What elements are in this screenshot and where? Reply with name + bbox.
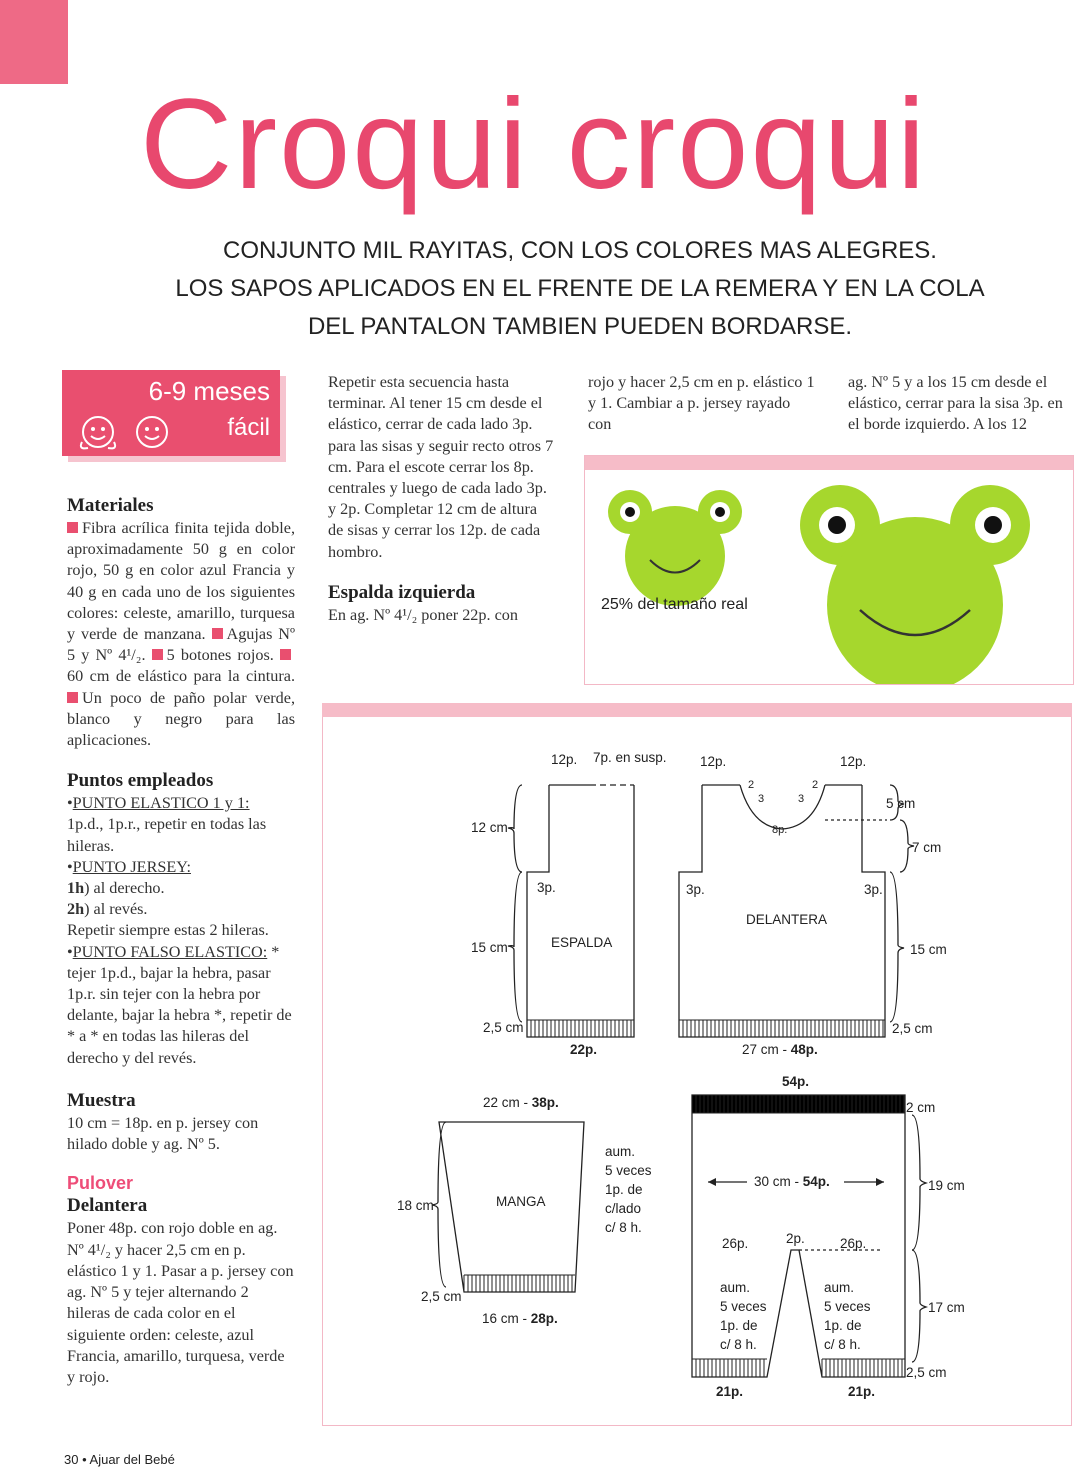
manga-h1: 18 cm: [397, 1198, 434, 1213]
espalda-bottom: 22p.: [570, 1042, 598, 1057]
subtitle-line-1: CONJUNTO MIL RAYITAS, CON LOS COLORES MAS ALEGRES.: [223, 237, 937, 264]
manga-bottom: 16 cm - 28p.: [482, 1311, 558, 1326]
pantalon-width: 30 cm - 54p.: [754, 1174, 830, 1189]
manga-name: MANGA: [496, 1194, 546, 1209]
pantalon-right-p: 26p.: [840, 1236, 867, 1251]
corner-block: [0, 0, 68, 84]
page-footer: 30 • Ajuar del Bebé: [64, 1452, 175, 1467]
pantalon-left-p: 26p.: [722, 1236, 749, 1251]
pantalon-bottom-left: 21p.: [716, 1384, 744, 1399]
pantalon-h3: 17 cm: [928, 1300, 965, 1315]
pantalon-bottom-right: 21p.: [848, 1384, 876, 1399]
muestra-text: 10 cm = 18p. en p. jersey con hilado doble y ag. Nº 5.: [67, 1113, 259, 1154]
frog-box: [584, 455, 1074, 685]
delantera-h3: 15 cm: [910, 942, 947, 957]
muestra-heading: Muestra: [67, 1089, 136, 1111]
pantalon-h2: 19 cm: [928, 1178, 965, 1193]
level-label: fácil: [227, 414, 270, 441]
delantera-h2: 7 cm: [912, 840, 942, 855]
neck-step-2a: 2: [748, 779, 755, 791]
delantera-top-right: 12p.: [840, 754, 867, 769]
delantera-dec-left: 3p.: [686, 882, 705, 897]
delantera-dec-right: 3p.: [864, 882, 883, 897]
column-1: [67, 480, 295, 1388]
delantera-h4: 2,5 cm: [892, 1021, 933, 1036]
delantera-top-left: 12p.: [700, 754, 727, 769]
subtitle-line-3: DEL PANTALON TAMBIEN PUEDEN BORDARSE.: [307, 313, 853, 340]
frog-applique-icon: [585, 470, 1073, 684]
pulover-heading: Pulover: [67, 1173, 134, 1194]
pantalon-increase-right: aum. 5 veces 1p. de c/ 8 h.: [824, 1280, 871, 1352]
espalda-outline: [527, 785, 634, 1037]
espalda-name: ESPALDA: [551, 935, 613, 950]
bullet-square-icon: [67, 522, 78, 533]
subtitle: [80, 232, 1079, 346]
pantalon-mid-p: 2p.: [786, 1231, 805, 1246]
manga-h2: 2,5 cm: [421, 1289, 462, 1304]
espalda-h2: 15 cm: [471, 940, 508, 955]
neck-step-3b: 3: [798, 793, 805, 805]
neck-step-3a: 3: [758, 793, 765, 805]
bullet-square-icon: [212, 628, 223, 639]
espalda-top-right: 7p. en susp.: [593, 750, 667, 765]
frog-box-band: [585, 456, 1073, 470]
bullet-square-icon: [67, 692, 78, 703]
col4-text: ag. Nº 5 y a los 15 cm desde el elástico, cerrar para la sisa 3p. en el borde izquierdo. A los 12: [848, 373, 1063, 434]
col3-text: rojo y hacer 2,5 cm en p. elástico 1 y 1. Cambiar a p. jersey rayado con: [588, 373, 815, 434]
pantalon-increase-left: aum. 5 veces 1p. de c/ 8 h.: [720, 1280, 767, 1352]
column-3: [588, 372, 816, 436]
espalda-izquierda-heading: Espalda izquierda: [328, 581, 476, 603]
scale-caption: 25% del tamaño real: [601, 596, 748, 613]
page-title: Croqui croqui: [140, 73, 928, 216]
delantera-text: Poner 48p. con rojo doble en ag. Nº 4¹/₂ y hacer 2,5 cm en p. elástico 1 y 1. Pasar a p. jersey con ag. Nº 5 y tejer alternando 2 hileras de cada color en el siguiente orden: celeste, azul Francia, amarillo, turquesa, verde y rojo.: [67, 1219, 294, 1386]
pantalon-outline: [692, 1095, 905, 1377]
bullet-square-icon: [280, 649, 291, 660]
delantera-name: DELANTERA: [746, 912, 828, 927]
delantera-outline: [679, 785, 885, 1037]
difficulty-badge: [62, 370, 280, 456]
manga-increase-note: aum. 5 veces 1p. de c/lado c/ 8 h.: [605, 1144, 652, 1235]
punto-falso-elastico: •PUNTO FALSO ELASTICO: * tejer 1p.d., bajar la hebra, pasar 1p.r. sin tejer con la hebra por delante, bajar la hebra *, repetir de * a * en todas las hileras del derecho y del revés.: [67, 942, 292, 1067]
espalda-h1: 12 cm: [471, 820, 508, 835]
neck-step-2b: 2: [812, 779, 819, 791]
subtitle-line-2: LOS SAPOS APLICADOS EN EL FRENTE DE LA REMERA Y EN LA COLA: [175, 275, 985, 302]
punto-jersey: •PUNTO JERSEY: 1h) al derecho. 2h) al revés. Repetir siempre estas 2 hileras.: [67, 857, 269, 940]
delantera-bottom: 27 cm - 48p.: [742, 1042, 818, 1057]
espalda-h3: 2,5 cm: [483, 1020, 524, 1035]
manga-top: 22 cm - 38p.: [483, 1095, 559, 1110]
puntos-heading: Puntos empleados: [67, 770, 214, 792]
magazine-name: Ajuar del Bebé: [89, 1452, 175, 1467]
bullet-square-icon: [152, 649, 163, 660]
espalda-dec: 3p.: [537, 880, 556, 895]
materiales-text: Fibra acrílica finita tejida doble, aproximadamente 50 g en color rojo, 50 g en color azul Francia y 40 g en cada uno de los siguientes colores: celeste, amarillo, turquesa y verde de manzana. Agujas Nº 5 y Nº 4¹/₂. 5 botones rojos. 60 cm de elástico para la cintura. Un poco de paño polar verde, blanco y negro para las aplicaciones.: [67, 519, 295, 750]
column-4: [848, 372, 1076, 436]
age-label: 6-9 meses: [148, 376, 270, 406]
punto-elastico: •PUNTO ELASTICO 1 y 1: 1p.d., 1p.r., repetir en todas las hileras.: [67, 794, 267, 855]
col2-text: Repetir esta secuencia hasta terminar. Al tener 15 cm desde el elástico, cerrar de cada lado 3p. para las sisas y seguir recto otros 7 cm. Para el escote cerrar los 8p. centrales y luego de cada lado 3p. y 2p. Completar 12 cm de altura de sisas y cerrar los 12p. de cada hombro.: [328, 373, 554, 561]
pantalon-top: 54p.: [782, 1074, 810, 1089]
delantera-h1: 5 cm: [886, 796, 916, 811]
pattern-diagrams: [322, 717, 1072, 1425]
materiales-heading: Materiales: [67, 495, 154, 516]
pantalon-h4: 2,5 cm: [906, 1365, 947, 1380]
column-2: [328, 372, 556, 626]
page-number: 30: [64, 1452, 79, 1467]
diagram-band: [322, 703, 1072, 717]
baby-faces-icon: [74, 412, 184, 452]
pantalon-h1: 2 cm: [906, 1100, 936, 1115]
espalda-izquierda-text: En ag. Nº 4¹/₂ poner 22p. con: [328, 605, 518, 624]
delantera-neck: 8p.: [772, 824, 788, 836]
delantera-heading: Delantera: [67, 1195, 148, 1217]
espalda-top-left: 12p.: [551, 752, 578, 767]
manga-outline: [439, 1122, 584, 1292]
